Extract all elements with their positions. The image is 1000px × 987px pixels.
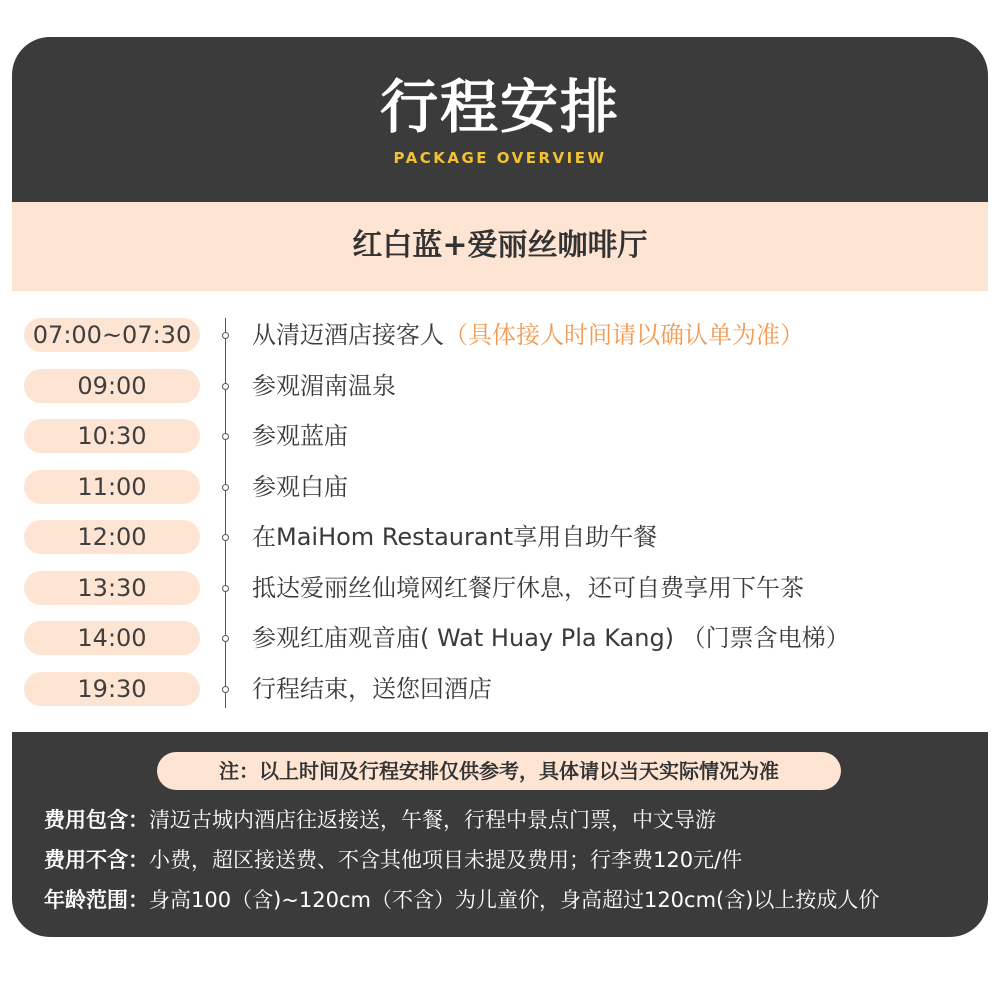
schedule-row <box>12 621 988 655</box>
time-badge: 07:00~07:30 <box>24 318 200 352</box>
page-subtitle: PACKAGE OVERVIEW <box>393 149 607 167</box>
page-title: 行程安排 <box>379 73 620 141</box>
notice-badge: 注：以上时间及行程安排仅供参考，具体请以当天实际情况为准 <box>157 752 841 790</box>
activity-text: 抵达爱丽丝仙境网红餐厅休息，还可自费享用下午茶 <box>252 574 804 602</box>
schedule-row <box>12 419 988 453</box>
schedule-row <box>12 571 988 605</box>
activity-text: 在MaiHom Restaurant享用自助午餐 <box>252 523 658 551</box>
activity-label: 从清迈酒店接客人 <box>252 321 444 349</box>
schedule-row <box>12 520 988 554</box>
time-badge: 13:30 <box>24 571 200 605</box>
timeline-dot <box>222 433 229 440</box>
schedule-row <box>12 318 988 352</box>
schedule-row <box>12 369 988 403</box>
schedule-row <box>12 470 988 504</box>
activity-text: 参观湄南温泉 <box>252 372 396 400</box>
age-range-line <box>44 885 879 915</box>
fee-excluded-line <box>44 845 742 875</box>
time-badge: 12:00 <box>24 520 200 554</box>
route-name: 红白蓝+爱丽丝咖啡厅 <box>352 228 648 263</box>
activity-text: 行程结束，送您回酒店 <box>252 675 492 703</box>
timeline-dot <box>222 585 229 592</box>
fee-included-label: 费用包含： <box>44 808 149 832</box>
activity-text: 参观白庙 <box>252 473 348 501</box>
fee-included-value: 清迈古城内酒店往返接送，午餐，行程中景点门票，中文导游 <box>149 808 716 832</box>
activity-text: 参观蓝庙 <box>252 422 348 450</box>
time-badge: 09:00 <box>24 369 200 403</box>
time-badge: 10:30 <box>24 419 200 453</box>
time-badge: 14:00 <box>24 621 200 655</box>
age-range-value: 身高100（含)~120cm（不含）为儿童价，身高超过120cm(含)以上按成人价 <box>149 888 880 912</box>
age-range-label: 年龄范围： <box>44 888 149 912</box>
timeline-dot <box>222 686 229 693</box>
timeline-dot <box>222 383 229 390</box>
activity-note: （具体接人时间请以确认单为准） <box>444 321 804 349</box>
timeline-dot <box>222 635 229 642</box>
time-badge: 19:30 <box>24 672 200 706</box>
route-banner <box>12 202 988 291</box>
header <box>12 37 988 202</box>
package-overview-card <box>12 37 988 937</box>
timeline-dot <box>222 534 229 541</box>
schedule-row <box>12 672 988 706</box>
time-badge: 11:00 <box>24 470 200 504</box>
footer-info <box>12 732 988 937</box>
activity-text <box>252 318 804 352</box>
fee-excluded-label: 费用不含： <box>44 848 149 872</box>
activity-text: 参观红庙观音庙( Wat Huay Pla Kang) （门票含电梯） <box>252 624 850 652</box>
timeline-dot <box>222 484 229 491</box>
fee-included-line <box>44 805 716 835</box>
schedule-timeline <box>12 291 988 732</box>
fee-excluded-value: 小费，超区接送费、不含其他项目未提及费用；行李费120元/件 <box>149 848 743 872</box>
timeline-dot <box>222 332 229 339</box>
